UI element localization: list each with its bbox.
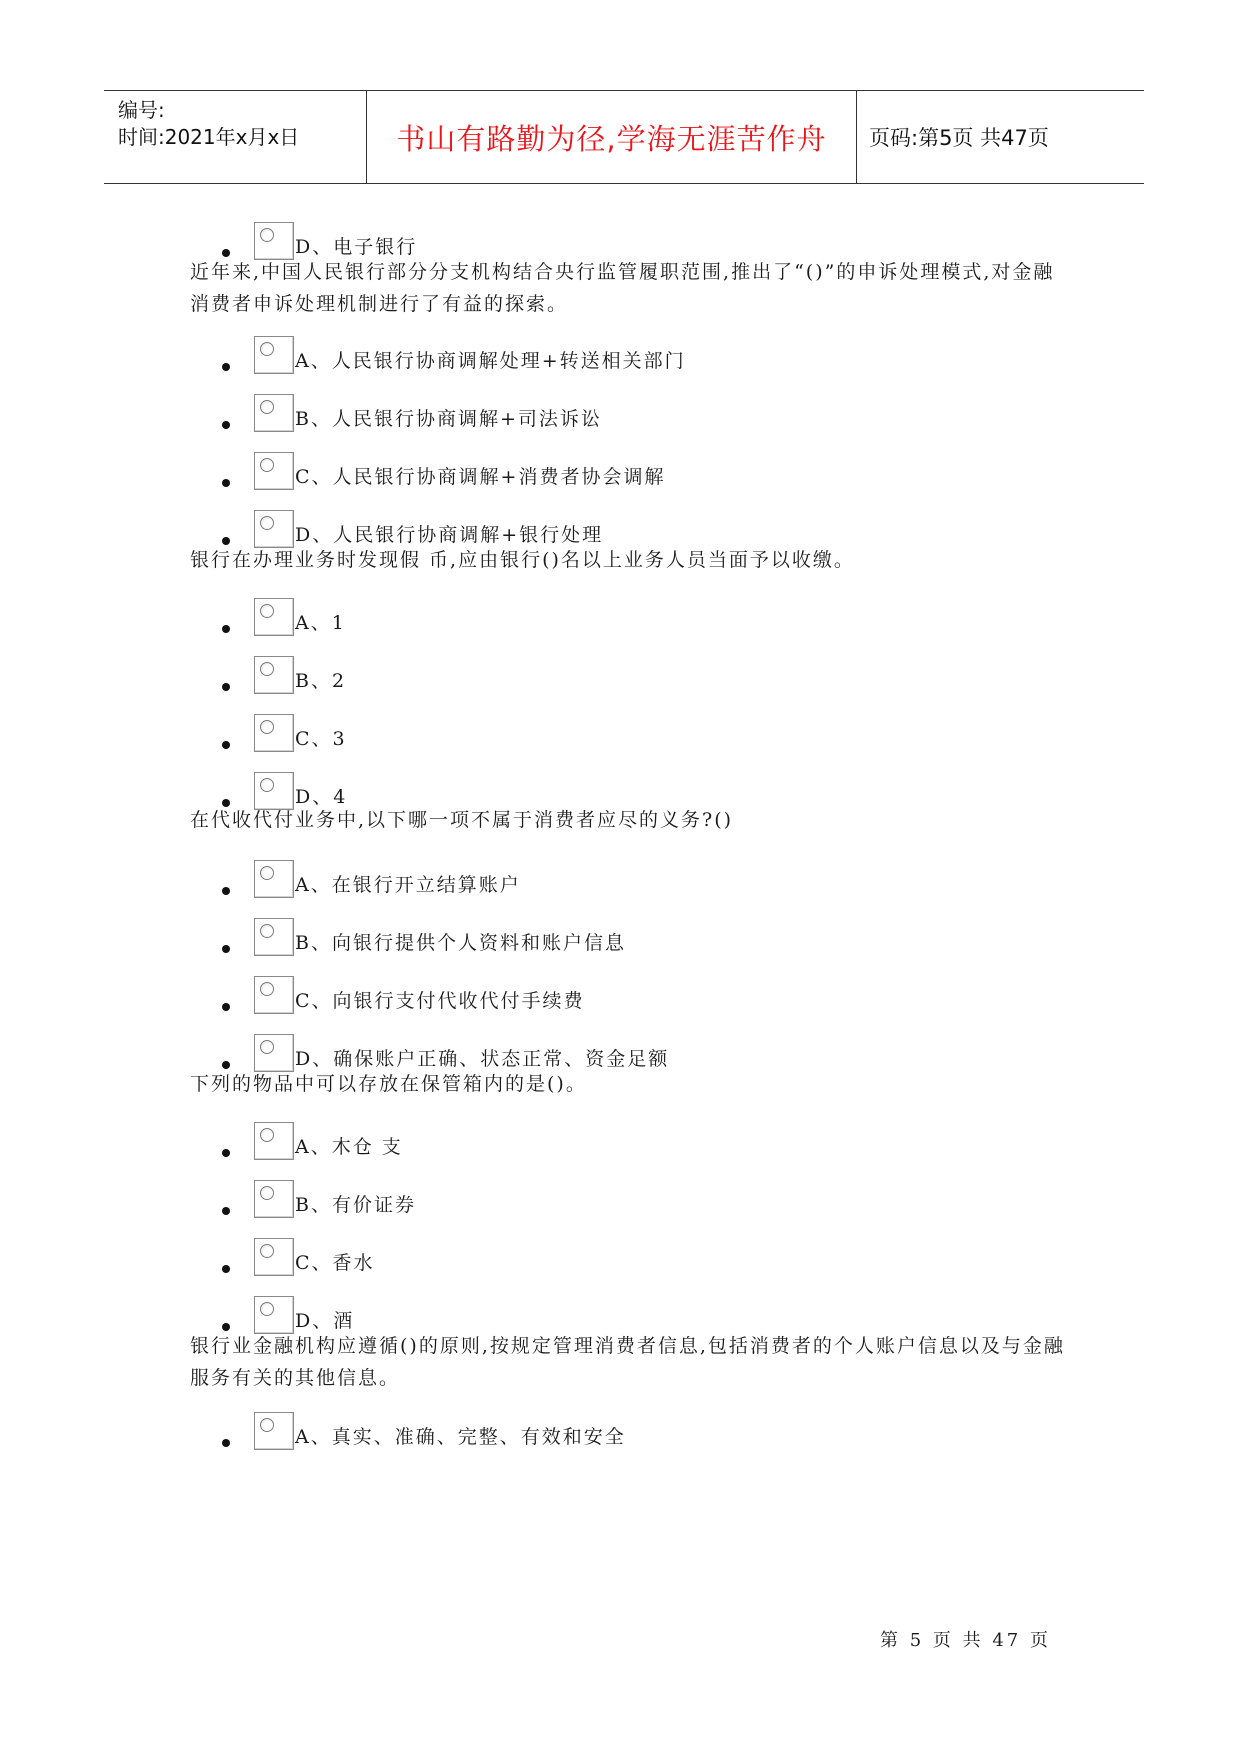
- radio-circle-icon: [260, 1244, 274, 1258]
- radio-button[interactable]: [254, 222, 294, 260]
- radio-button[interactable]: [254, 394, 294, 432]
- answer-option[interactable]: [222, 1028, 669, 1072]
- time-label: 时间:2021年x月x日: [118, 125, 300, 149]
- option-label: C、向银行支付代收代付手续费: [295, 990, 585, 1012]
- answer-option[interactable]: [222, 970, 585, 1014]
- answer-option[interactable]: [222, 216, 417, 260]
- answer-option[interactable]: [222, 1290, 354, 1334]
- question-text: 银行在办理业务时发现假 币,应由银行()名以上业务人员当面予以收缴。: [190, 549, 855, 571]
- answer-option[interactable]: [222, 504, 603, 548]
- radio-button[interactable]: [254, 918, 294, 956]
- radio-circle-icon: [260, 1186, 274, 1200]
- answer-option[interactable]: [222, 330, 686, 374]
- bullet-icon: [222, 421, 230, 429]
- bullet-icon: [222, 1003, 230, 1011]
- answer-option[interactable]: [222, 446, 665, 490]
- option-label: D、酒: [295, 1310, 355, 1332]
- answer-option[interactable]: [222, 1406, 626, 1450]
- answer-option[interactable]: [222, 388, 602, 432]
- bullet-icon: [222, 1207, 230, 1215]
- question-text: 下列的物品中可以存放在保管箱内的是()。: [190, 1073, 587, 1095]
- answer-option[interactable]: [222, 650, 346, 694]
- bullet-icon: [222, 683, 230, 691]
- number-label: 编号:: [118, 98, 165, 122]
- option-label: D、确保账户正确、状态正常、资金足额: [295, 1048, 670, 1070]
- option-label: C、香水: [295, 1252, 375, 1274]
- radio-circle-icon: [260, 458, 274, 472]
- bullet-icon: [222, 1149, 230, 1157]
- header-page-info: 页码:第5页 共47页: [869, 126, 1049, 150]
- radio-circle-icon: [260, 516, 274, 530]
- radio-button[interactable]: [254, 714, 294, 752]
- radio-button[interactable]: [254, 510, 294, 548]
- option-label: A、木仓 支: [295, 1136, 403, 1158]
- page-footer: 第 5 页 共 47 页: [880, 1630, 1051, 1651]
- question-text: 在代收代付业务中,以下哪一项不属于消费者应尽的义务?(): [190, 809, 734, 831]
- radio-circle-icon: [260, 342, 274, 356]
- radio-button[interactable]: [254, 598, 294, 636]
- option-label: B、人民银行协商调解+司法诉讼: [295, 408, 602, 430]
- radio-button[interactable]: [254, 1180, 294, 1218]
- bullet-icon: [222, 363, 230, 371]
- option-label: B、有价证券: [295, 1194, 416, 1216]
- radio-circle-icon: [260, 866, 274, 880]
- header-motto: 书山有路勤为径,学海无涯苦作舟: [367, 91, 857, 183]
- radio-button[interactable]: [254, 1238, 294, 1276]
- answer-option[interactable]: [222, 854, 521, 898]
- radio-button[interactable]: [254, 452, 294, 490]
- option-label: A、真实、准确、完整、有效和安全: [295, 1426, 626, 1448]
- option-label: B、2: [295, 670, 347, 692]
- radio-button[interactable]: [254, 1412, 294, 1450]
- radio-circle-icon: [260, 228, 274, 242]
- radio-circle-icon: [260, 778, 274, 792]
- radio-button[interactable]: [254, 1122, 294, 1160]
- radio-circle-icon: [260, 720, 274, 734]
- answer-option[interactable]: [222, 1232, 375, 1276]
- radio-button[interactable]: [254, 1296, 294, 1334]
- bullet-icon: [222, 945, 230, 953]
- option-label: C、3: [295, 728, 347, 750]
- radio-button[interactable]: [254, 860, 294, 898]
- answer-option[interactable]: [222, 912, 626, 956]
- answer-option[interactable]: [222, 1116, 403, 1160]
- bullet-icon: [222, 1265, 230, 1273]
- radio-circle-icon: [260, 1302, 274, 1316]
- radio-circle-icon: [260, 1128, 274, 1142]
- bullet-icon: [222, 479, 230, 487]
- option-label: B、向银行提供个人资料和账户信息: [295, 932, 626, 954]
- radio-circle-icon: [260, 604, 274, 618]
- bullet-icon: [222, 741, 230, 749]
- radio-button[interactable]: [254, 656, 294, 694]
- answer-option[interactable]: [222, 592, 346, 636]
- radio-circle-icon: [260, 1040, 274, 1054]
- bullet-icon: [222, 625, 230, 633]
- option-label: D、4: [295, 786, 348, 808]
- option-label: D、电子银行: [295, 236, 418, 258]
- question-text: 银行业金融机构应遵循()的原则,按规定管理消费者信息,包括消费者的个人账户信息以及与金融服务有关的其他信息。: [190, 1335, 1065, 1389]
- radio-circle-icon: [260, 662, 274, 676]
- radio-circle-icon: [260, 1418, 274, 1432]
- option-label: D、人民银行协商调解+银行处理: [295, 524, 604, 546]
- option-label: C、人民银行协商调解+消费者协会调解: [295, 466, 666, 488]
- bullet-icon: [222, 887, 230, 895]
- option-label: A、1: [295, 612, 346, 634]
- answer-option[interactable]: [222, 1174, 416, 1218]
- bullet-icon: [222, 1439, 230, 1447]
- radio-button[interactable]: [254, 976, 294, 1014]
- radio-circle-icon: [260, 400, 274, 414]
- option-label: A、在银行开立结算账户: [295, 874, 521, 896]
- option-label: A、人民银行协商调解处理+转送相关部门: [295, 350, 686, 372]
- radio-circle-icon: [260, 924, 274, 938]
- answer-option[interactable]: [222, 708, 347, 752]
- radio-button[interactable]: [254, 1034, 294, 1072]
- radio-circle-icon: [260, 982, 274, 996]
- radio-button[interactable]: [254, 336, 294, 374]
- question-text: 近年来,中国人民银行部分分支机构结合央行监管履职范围,推出了“()”的申诉处理模式,对金融消费者申诉处理机制进行了有益的探索。: [190, 261, 1055, 315]
